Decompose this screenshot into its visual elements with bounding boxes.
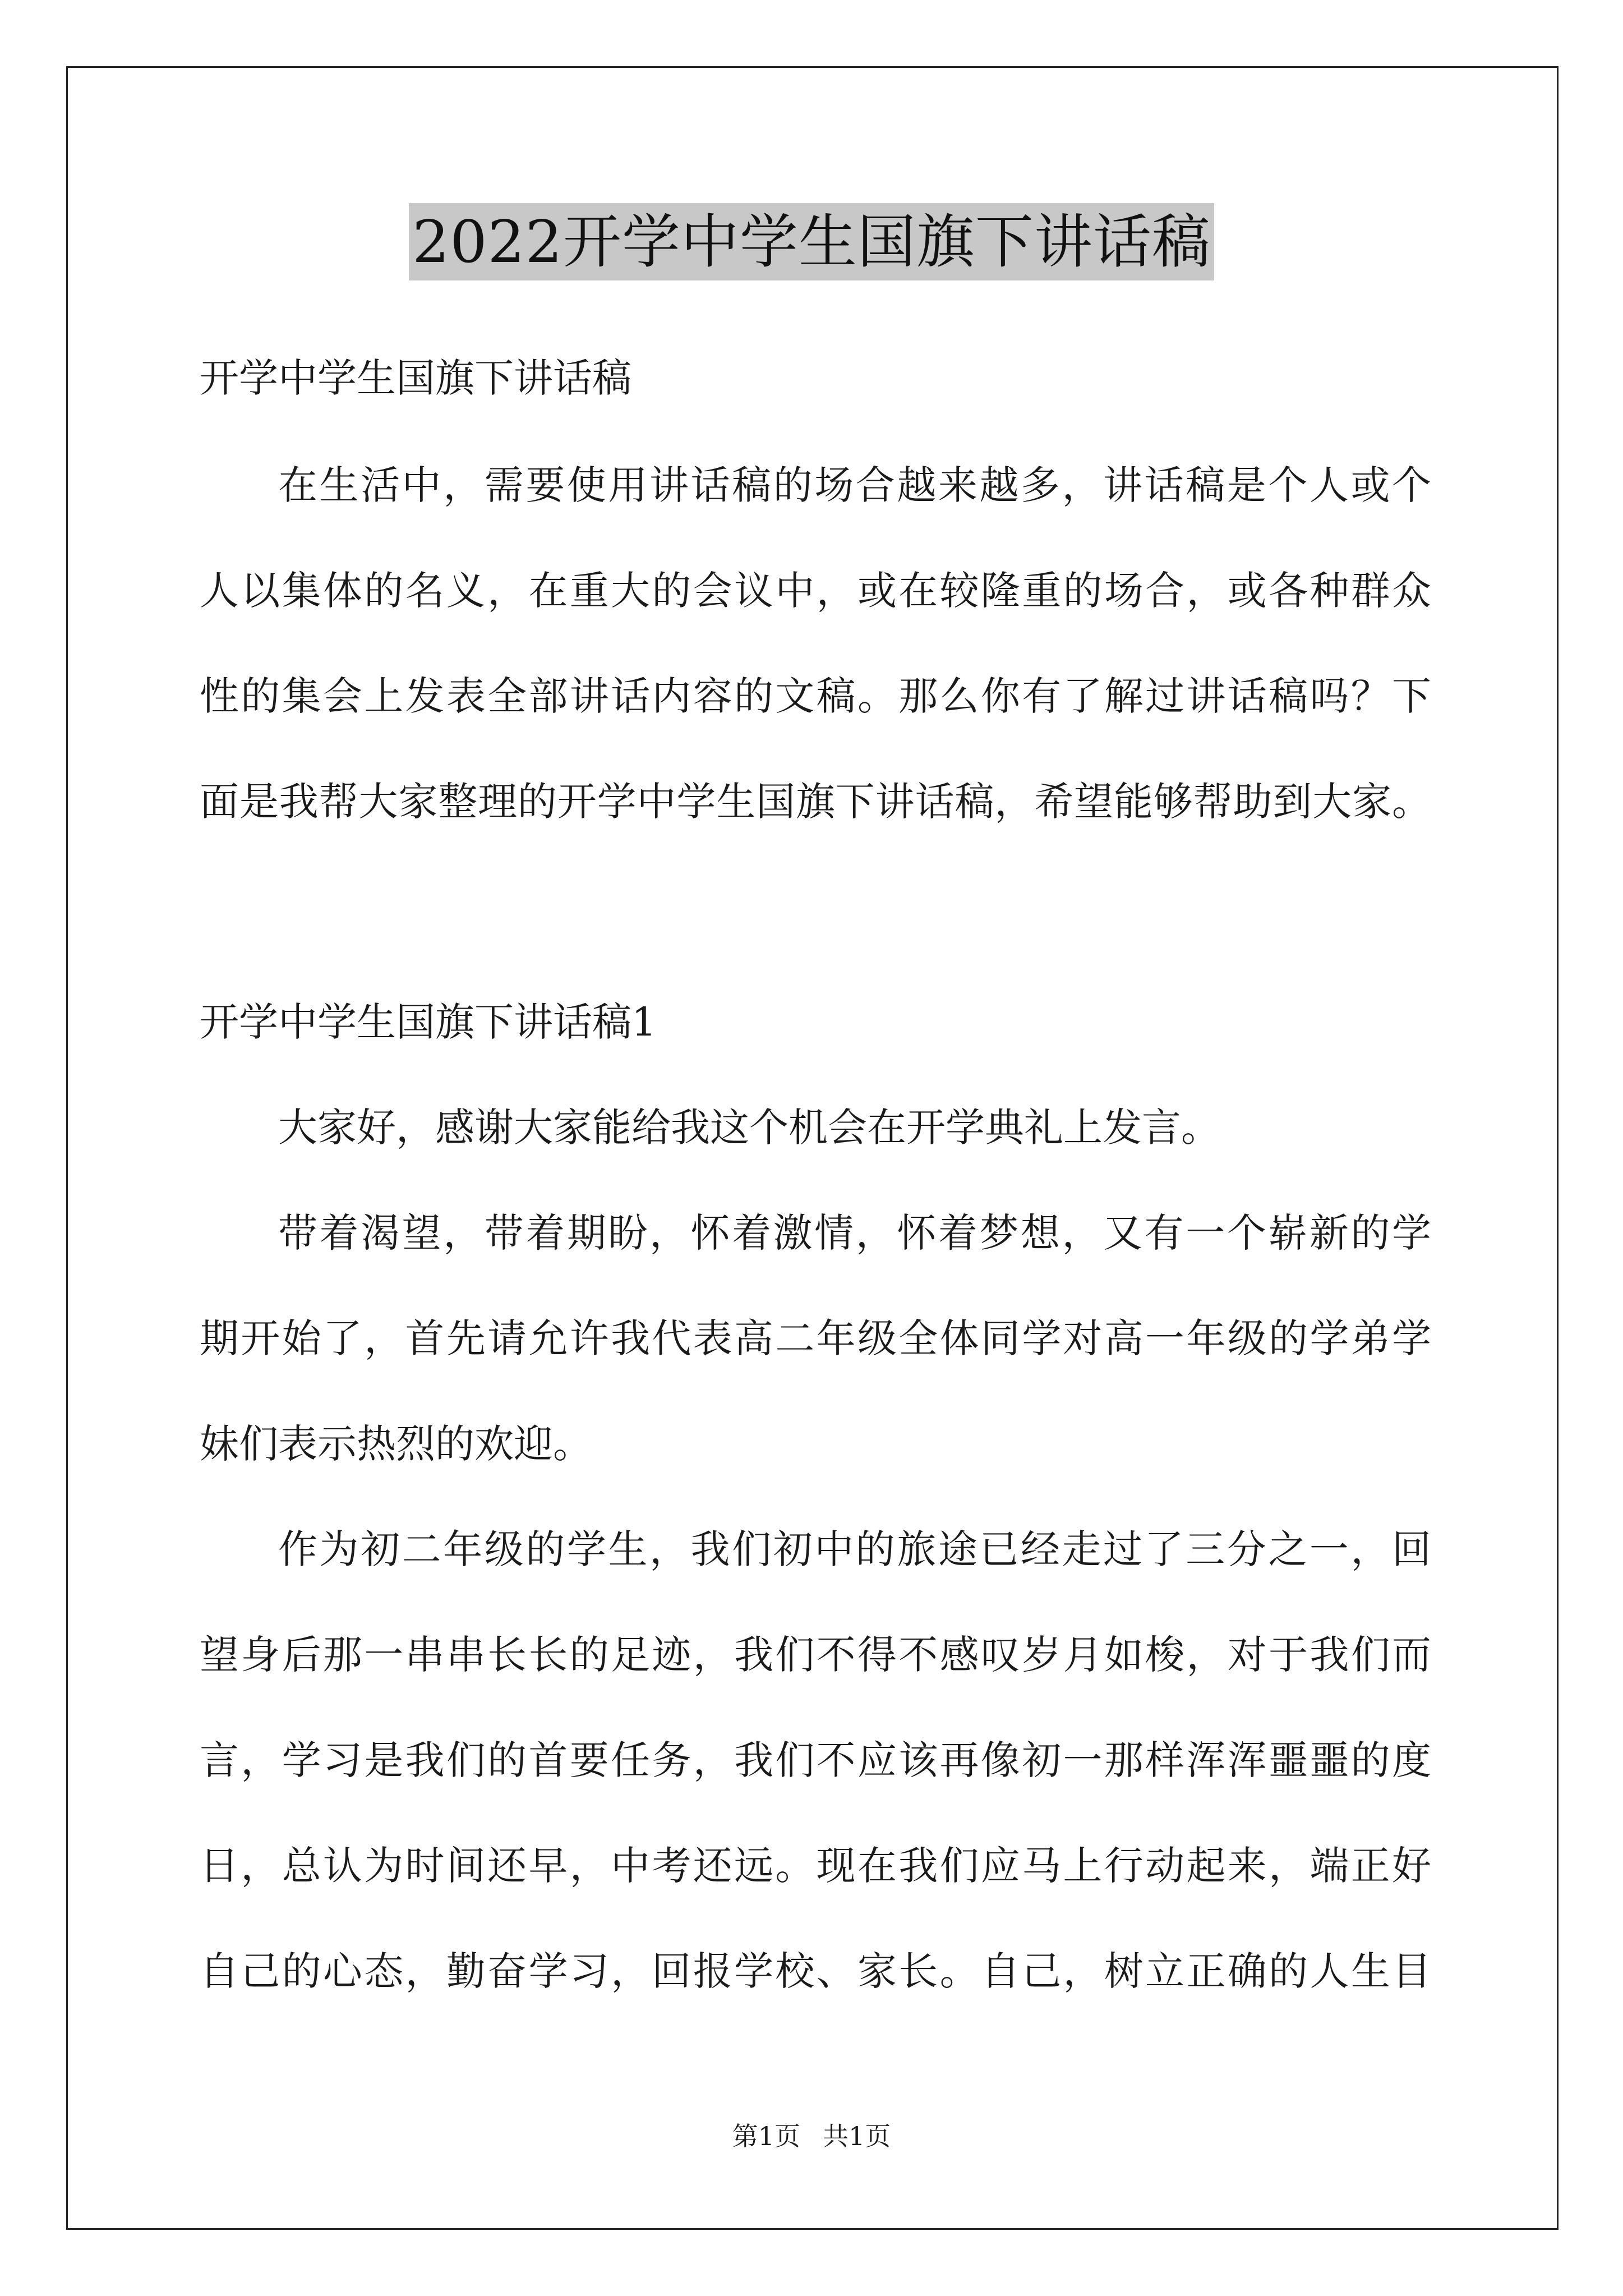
section-heading: 开学中学生国旗下讲话稿1: [200, 999, 657, 1045]
document-title: 2022开学中学生国旗下讲话稿: [409, 203, 1214, 280]
page-footer: [0, 2119, 1623, 2153]
title-container: [0, 203, 1623, 280]
para2-line-2: 望身后那一串串长长的足迹，我们不得不感叹岁月如梭，对于我们而: [200, 1632, 1431, 1678]
greeting-line: 大家好，感谢大家能给我这个机会在开学典礼上发言。: [278, 1105, 1220, 1151]
intro-line-1: 在生活中，需要使用讲话稿的场合越来越多，讲话稿是个人或个: [278, 462, 1431, 508]
para1-line-3: 妹们表示热烈的欢迎。: [200, 1421, 592, 1467]
page-number-current: 第1页: [732, 2121, 800, 2151]
para2-line-5: 自己的心态，勤奋学习，回报学校、家长。自己，树立正确的人生目: [200, 1948, 1431, 1994]
intro-line-4: 面是我帮大家整理的开学中学生国旗下讲话稿，希望能够帮助到大家。: [200, 779, 1431, 825]
para1-line-1: 带着渴望，带着期盼，怀着激情，怀着梦想，又有一个崭新的学: [278, 1210, 1431, 1256]
para1-line-2: 期开始了，首先请允许我代表高二年级全体同学对高一年级的学弟学: [200, 1315, 1431, 1361]
subtitle: 开学中学生国旗下讲话稿: [200, 355, 631, 401]
intro-line-3: 性的集会上发表全部讲话内容的文稿。那么你有了解过讲话稿吗？下: [200, 673, 1431, 719]
para2-line-4: 日，总认为时间还早，中考还远。现在我们应马上行动起来，端正好: [200, 1843, 1431, 1889]
page-number-total: 共1页: [823, 2121, 891, 2151]
para2-line-3: 言，学习是我们的首要任务，我们不应该再像初一那样浑浑噩噩的度: [200, 1737, 1431, 1783]
para2-line-1: 作为初二年级的学生，我们初中的旅途已经走过了三分之一，回: [278, 1526, 1431, 1572]
intro-line-2: 人以集体的名义，在重大的会议中，或在较隆重的场合，或各种群众: [200, 568, 1431, 614]
